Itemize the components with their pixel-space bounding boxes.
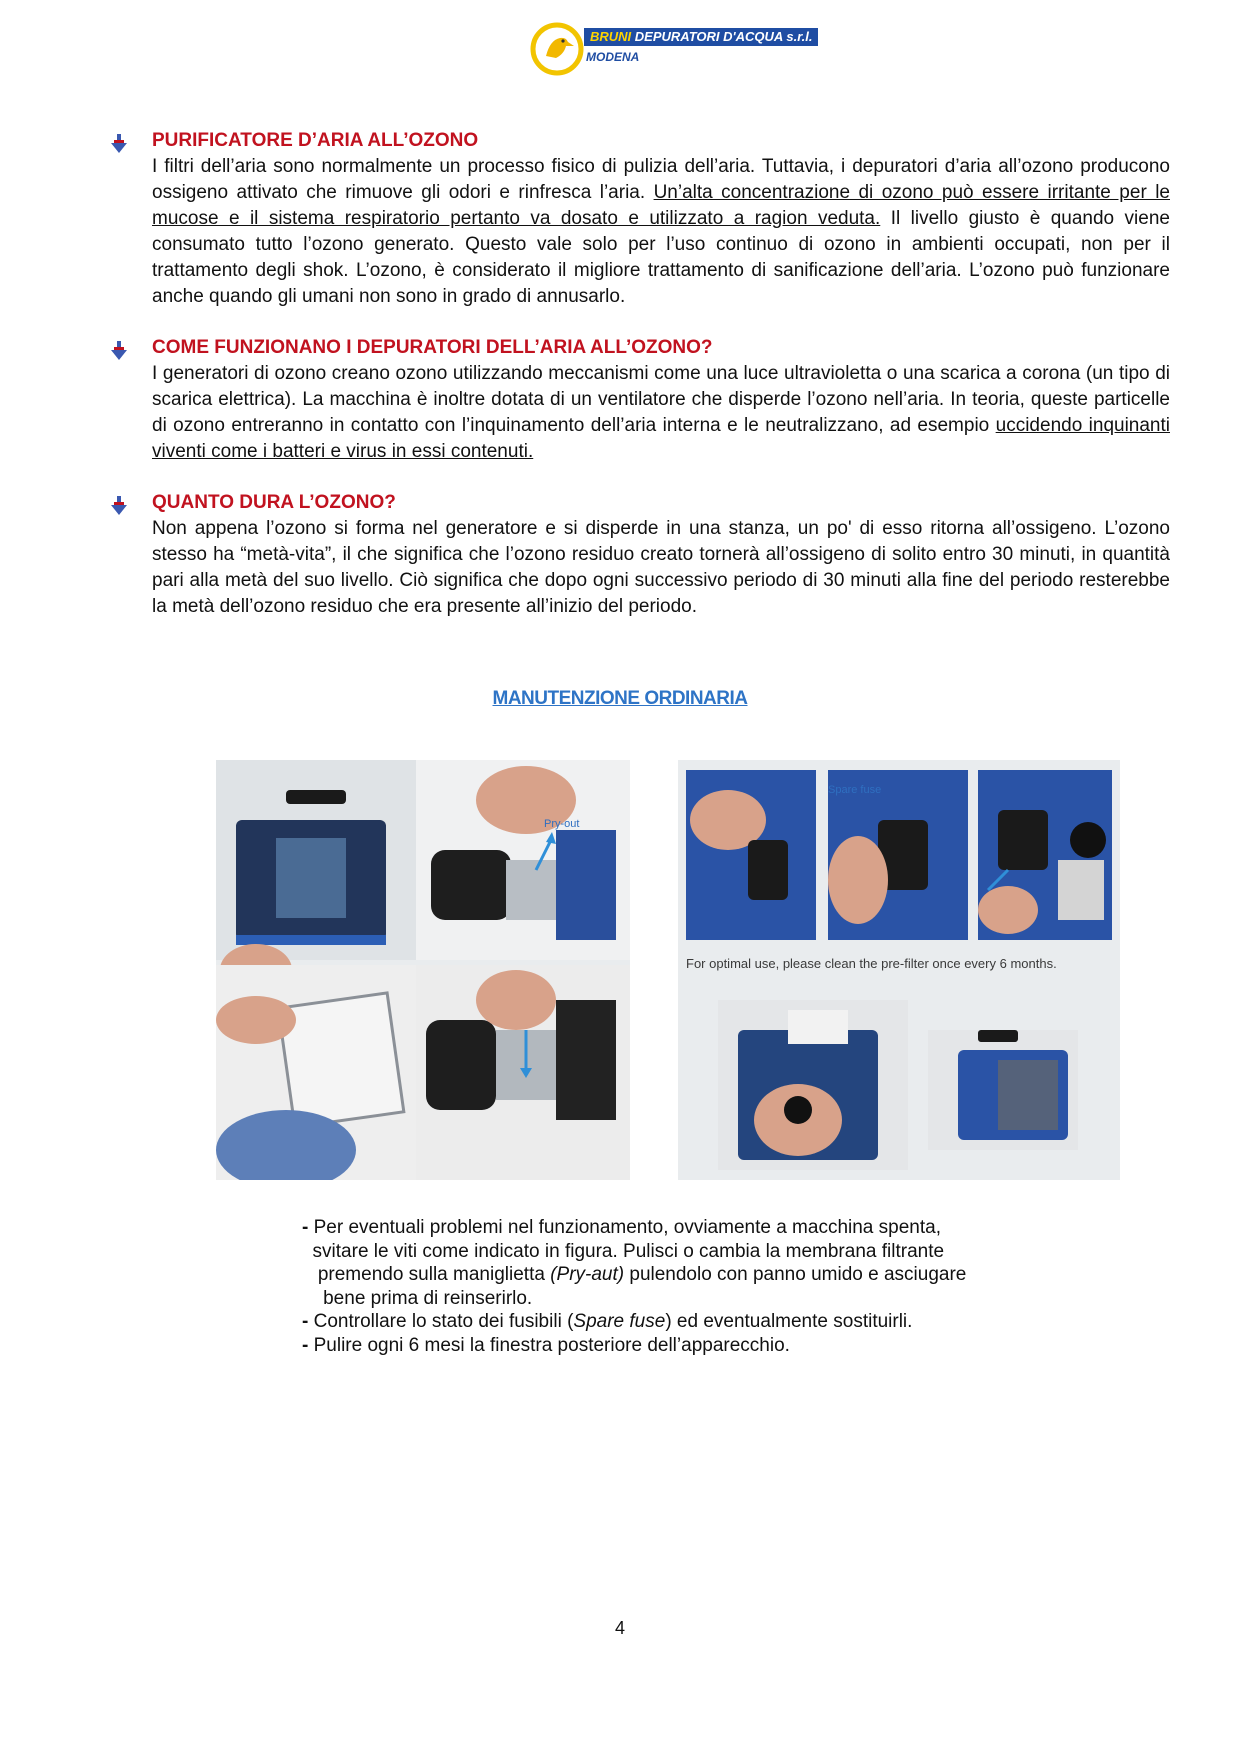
note-text: Per eventuali problemi nel funzionamento, ovviamente a macchina spenta,: [313, 1217, 941, 1238]
maintenance-photo-right: [678, 760, 1120, 1180]
note-text-after: ) ed eventualmente sostituirli.: [665, 1311, 913, 1332]
arrow-bullet-icon: [110, 496, 128, 516]
note-dash: -: [302, 1311, 314, 1332]
pelican-logo-icon: [530, 22, 584, 76]
section-paragraph: [152, 154, 1170, 310]
section-quanto-dura: [110, 492, 1170, 622]
note-italic-text: (Pry-aut): [550, 1264, 625, 1285]
company-logo: [530, 22, 813, 76]
logo-company-name: [584, 28, 818, 46]
note-line: [302, 1216, 966, 1240]
pry-out-label: Pry-out: [544, 818, 580, 830]
section-come-funzionano: [110, 337, 1170, 467]
section-heading: PURIFICATORE D’ARIA ALL’OZONO: [152, 130, 479, 151]
arrow-bullet-icon: [110, 134, 128, 154]
note-line: [302, 1310, 966, 1334]
prefilter-note-label: For optimal use, please clean the pre-filter once every 6 months.: [686, 956, 1057, 971]
maintenance-title: MANUTENZIONE ORDINARIA: [492, 688, 748, 709]
section-paragraph: [152, 516, 1170, 620]
note-line: [302, 1287, 966, 1311]
logo-name-rest: DEPURATORI D'ACQUA s.r.l.: [634, 29, 813, 44]
maintenance-photo-left: [216, 760, 630, 1180]
note-text: premendo sulla maniglietta: [302, 1264, 551, 1285]
section-heading: COME FUNZIONANO I DEPURATORI DELL’ARIA ALL’OZONO?: [152, 337, 713, 358]
paragraph-text: Non appena l’ozono si forma nel generatore e si disperde in una stanza, un po' di esso ritorna all’ossigeno. L’ozono stesso ha “metà-vita”, il che significa che l’ozono residuo creato tornerà all’ossigeno di solito entro 30 minuti, in quantità pari alla metà del suo livello. Ciò significa che dopo ogni successivo periodo di 30 minuti alla fine del periodo resterebbe la metà dell’ozono residuo che era presente all’inizio del periodo.: [152, 518, 1170, 617]
spare-fuse-label: Spare fuse: [828, 784, 882, 796]
section-paragraph: [152, 361, 1170, 465]
logo-city: MODENA: [586, 50, 640, 64]
note-line: [302, 1240, 966, 1264]
arrow-bullet-icon: [110, 341, 128, 361]
page-number: 4: [614, 1618, 625, 1638]
section-heading: QUANTO DURA L’OZONO?: [152, 492, 396, 513]
note-line: [302, 1263, 966, 1287]
note-line: [302, 1334, 966, 1358]
paragraph-underlined-text: Un’alta concentrazione di ozono può essere irritante per le mucose e il sistema respiratorio pertanto va dosato e utilizzato a ragion veduta.: [152, 182, 1170, 229]
section-purificatore: [110, 130, 1170, 310]
note-text: svitare le viti come indicato in figura. Pulisci o cambia la membrana filtrante: [302, 1240, 945, 1262]
logo-name-bruni: BRUNI: [590, 29, 632, 44]
note-text: Pulire ogni 6 mesi la finestra posteriore dell’apparecchio.: [313, 1334, 790, 1356]
paragraph-text: I generatori di ozono creano ozono utilizzando meccanismi come una luce ultravioletta o una scarica a corona (un tipo di scarica elettrica). La macchina è inoltre dotata di un ventilatore che disperde l’ozono nell’aria. In teoria, queste particelle di ozono entreranno in contatto con l’inquinamento dell’aria interna e le neutralizzano, ad esempio: [152, 363, 1170, 436]
note-dash: -: [302, 1217, 314, 1238]
note-italic-text: Spare fuse: [573, 1311, 666, 1332]
note-text: Controllare lo stato dei fusibili (: [313, 1311, 574, 1332]
maintenance-notes: [302, 1216, 966, 1357]
paragraph-underlined-text: uccidendo inquinanti viventi come i batteri e virus in essi contenuti.: [152, 415, 1170, 462]
paragraph-text: I filtri dell’aria sono normalmente un processo fisico di pulizia dell’aria. Tuttavia, i depuratori d’aria all’ozono producono ossigeno attivato che rimuove gli odori e rinfresca l’aria.: [152, 156, 1170, 203]
note-text: bene prima di reinserirlo.: [302, 1287, 533, 1309]
note-dash: -: [302, 1334, 314, 1356]
note-text-after: pulendolo con panno umido e asciugare: [624, 1264, 967, 1285]
paragraph-text-end: Il livello giusto è quando viene consumato tutto l’ozono generato. Questo vale solo per l’uso continuo di ozono in ambienti occupati, non per il trattamento degli shok. L’ozono, è considerato il migliore trattamento di sanificazione dell’aria. L’ozono può funzionare anche quando gli umani non sono in grado di annusarlo.: [152, 208, 1170, 307]
